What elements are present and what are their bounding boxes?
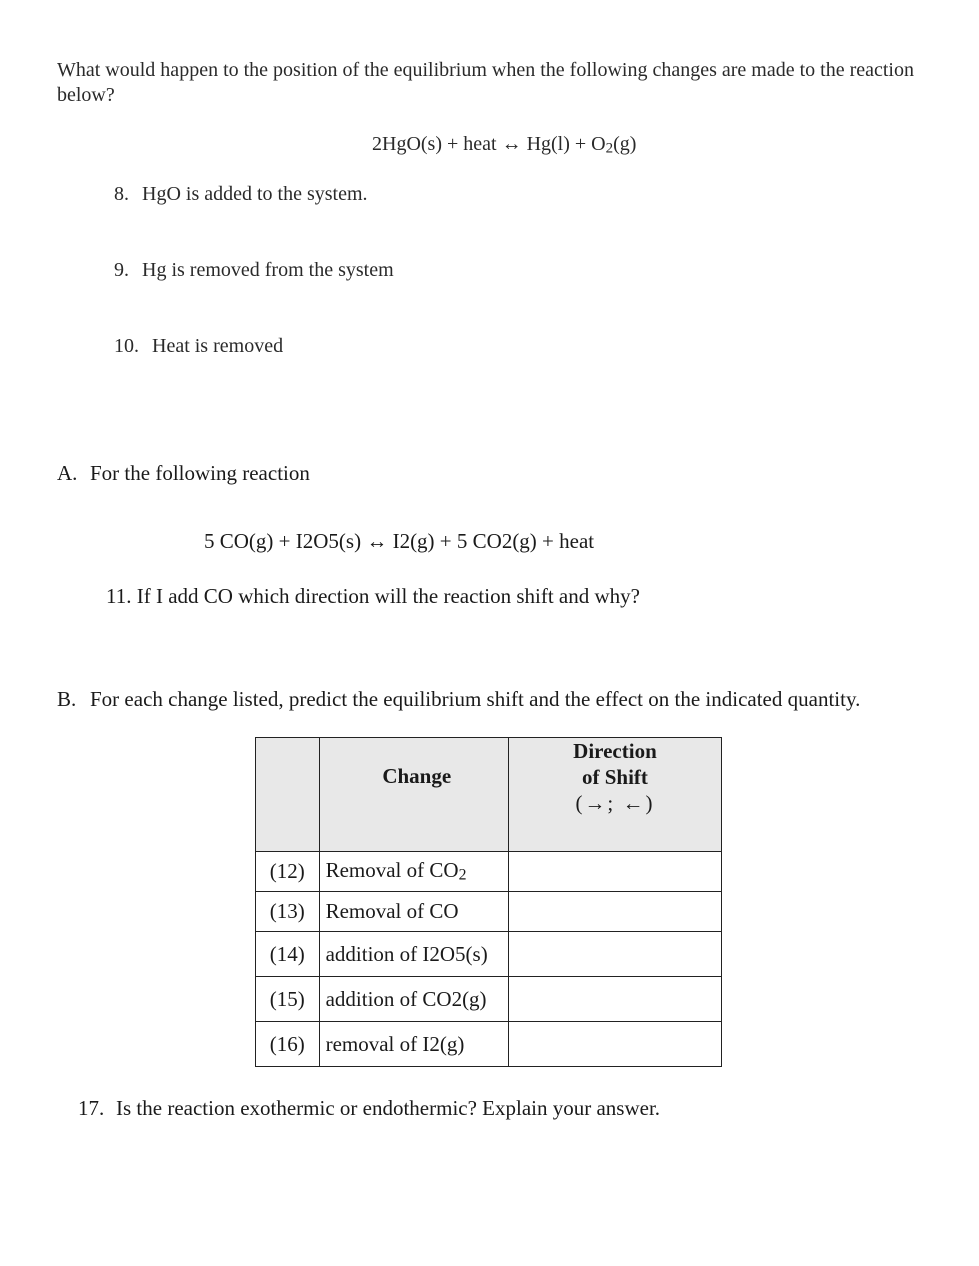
row-change <box>319 852 508 892</box>
row-direction-answer[interactable] <box>508 892 721 932</box>
section-b-label: B. <box>57 687 77 711</box>
row-direction-answer[interactable] <box>508 1022 721 1067</box>
table-header-row <box>256 738 722 852</box>
header-direction-arrows: (→; ←) <box>575 791 655 815</box>
section-a-title: For the following reaction <box>90 461 310 485</box>
row-change-main: Removal of CO <box>325 858 459 883</box>
question-9-number: 9. <box>114 259 129 281</box>
row-change: removal of I2(g) <box>319 1022 508 1067</box>
question-10-number: 10. <box>114 335 139 357</box>
table-row <box>256 852 722 892</box>
question-9 <box>114 259 394 282</box>
section-b-heading <box>57 687 860 712</box>
question-11: 11. If I add CO which direction will the reaction shift and why? <box>106 584 640 608</box>
question-8 <box>114 183 368 206</box>
question-10 <box>114 335 283 358</box>
row-direction-answer[interactable] <box>508 977 721 1022</box>
question-10-text: Heat is removed <box>152 335 284 357</box>
row-number: (12) <box>256 852 320 892</box>
section-b-title: For each change listed, predict the equilibrium shift and the effect on the indicated quantity. <box>90 687 861 711</box>
header-direction-line2: of Shift <box>582 765 648 789</box>
section-a-label: A. <box>57 461 78 485</box>
equation-co: 5 CO(g) + I2O5(s) ↔ I2(g) + 5 CO2(g) + heat <box>204 529 595 553</box>
equation-hgo-end: (g) <box>613 133 637 155</box>
row-change: Removal of CO <box>319 892 508 932</box>
row-direction-answer[interactable] <box>508 932 721 977</box>
row-change-subscript: 2 <box>458 866 467 884</box>
row-direction-answer[interactable] <box>508 852 721 892</box>
question-8-text: HgO is added to the system. <box>142 183 368 205</box>
equation-hgo-main: 2HgO(s) + heat ↔ Hg(l) + O <box>372 133 606 155</box>
question-17-text: Is the reaction exothermic or endothermic? Explain your answer. <box>116 1096 661 1120</box>
row-number: (15) <box>256 977 320 1022</box>
section-a-heading <box>57 461 310 486</box>
row-number: (16) <box>256 1022 320 1067</box>
intro-prompt: What would happen to the position of the equilibrium when the following changes are made to the reaction below? <box>57 59 914 106</box>
equation-hgo <box>372 133 636 157</box>
header-direction-line1: Direction <box>573 739 657 763</box>
row-change: addition of CO2(g) <box>319 977 508 1022</box>
header-change: Change <box>319 738 508 852</box>
header-direction <box>508 738 721 852</box>
question-17-number: 17. <box>78 1096 105 1120</box>
question-8-number: 8. <box>114 183 129 205</box>
question-17 <box>78 1096 660 1121</box>
question-9-text: Hg is removed from the system <box>142 259 394 281</box>
table-row <box>256 932 722 977</box>
equation-hgo-subscript: 2 <box>605 140 614 157</box>
table-row <box>256 1022 722 1067</box>
table-row <box>256 892 722 932</box>
equilibrium-table <box>255 737 722 1067</box>
row-number: (14) <box>256 932 320 977</box>
row-number: (13) <box>256 892 320 932</box>
table-row <box>256 977 722 1022</box>
row-change: addition of I2O5(s) <box>319 932 508 977</box>
header-number-cell <box>256 738 320 852</box>
